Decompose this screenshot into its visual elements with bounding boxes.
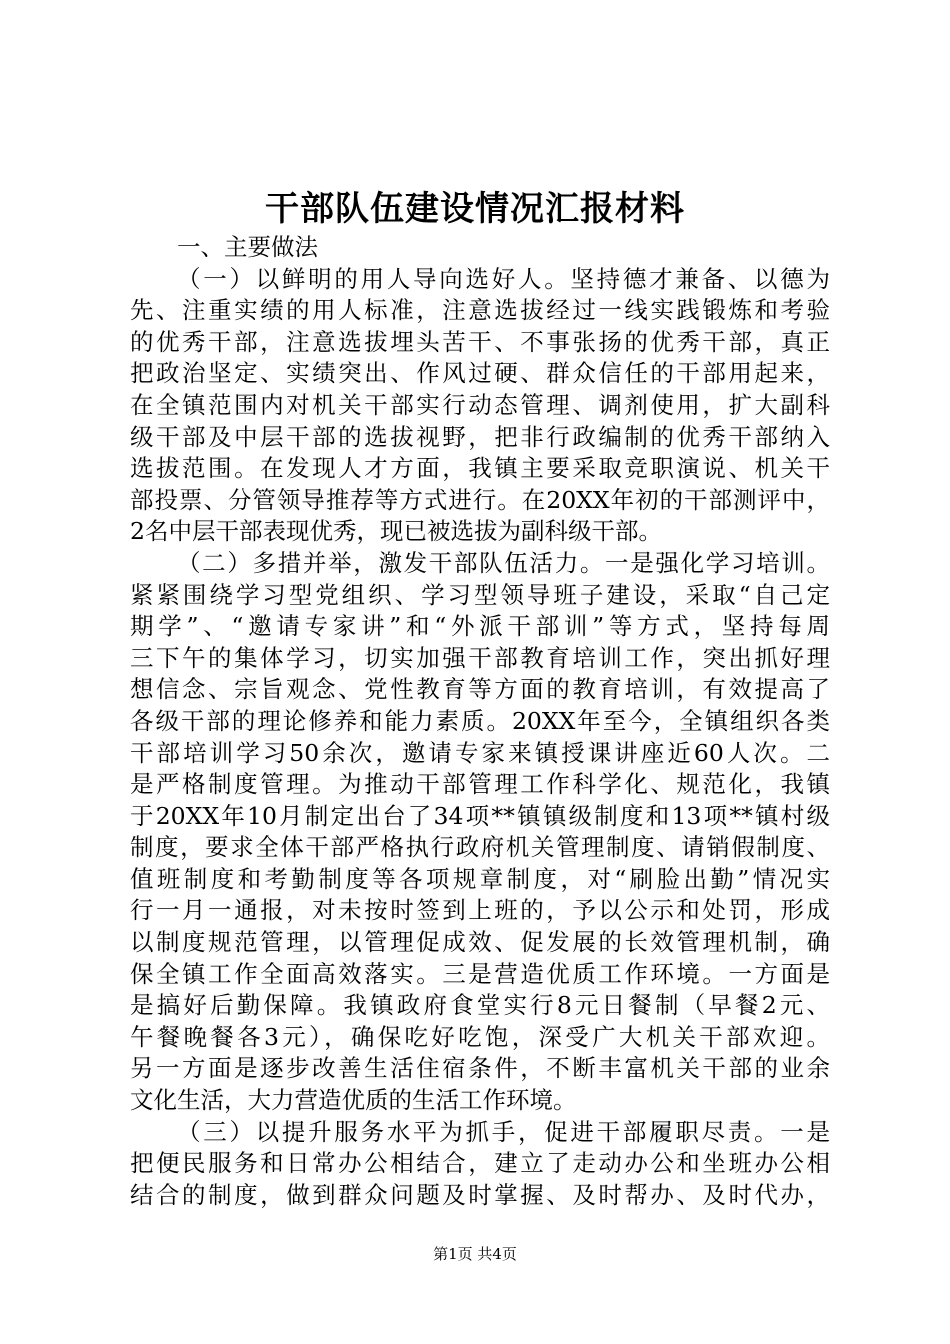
paragraph-line: 把便民服务和日常办公相结合，建立了走动办公和坐班办公相 — [130, 1149, 830, 1178]
document-title: 干部队伍建设情况汇报材料 — [265, 189, 685, 229]
paragraph-line: 级干部及中层干部的选拔视野，把非行政编制的优秀干部纳入 — [130, 422, 830, 451]
paragraph-line: 各级干部的理论修养和能力素质。20XX年至今，全镇组织各类 — [130, 706, 830, 735]
paragraph-line: 在全镇范围内对机关干部实行动态管理、调剂使用，扩大副科 — [130, 390, 830, 419]
paragraph-line: （一）以鲜明的用人导向选好人。坚持德才兼备、以德为 — [177, 264, 830, 293]
paragraph-line: 结合的制度，做到群众问题及时掌握、及时帮办、及时代办， — [130, 1180, 830, 1209]
paragraph-line: 紧紧围绕学习型党组织、学习型领导班子建设，采取“自己定 — [130, 580, 830, 609]
paragraph-line: 以制度规范管理，以管理促成效、促发展的长效管理机制，确 — [130, 928, 830, 957]
document-body — [130, 232, 830, 1211]
paragraph-line: 保全镇工作全面高效落实。三是营造优质工作环境。一方面是 — [130, 959, 830, 988]
paragraph-line: 值班制度和考勤制度等各项规章制度，对“刷脸出勤”情况实 — [130, 864, 830, 893]
paragraph-line: 先、注重实绩的用人标准，注意选拔经过一线实践锻炼和考验 — [130, 296, 830, 325]
paragraph-line: 把政治坚定、实绩突出、作风过硬、群众信任的干部用起来， — [130, 359, 830, 388]
paragraph-line: 部投票、分管领导推荐等方式进行。在20XX年初的干部测评中， — [130, 485, 830, 514]
paragraph-line: 选拔范围。在发现人才方面，我镇主要采取竞职演说、机关干 — [130, 454, 830, 483]
paragraph-line: 是严格制度管理。为推动干部管理工作科学化、规范化，我镇 — [130, 770, 830, 799]
paragraph-line: 制度，要求全体干部严格执行政府机关管理制度、请销假制度、 — [130, 833, 830, 862]
page-footer: 第1页 共4页 — [433, 1245, 517, 1263]
paragraph-line: 的优秀干部，注意选拔埋头苦干、不事张扬的优秀干部，真正 — [130, 327, 830, 356]
paragraph-line: 干部培训学习50余次，邀请专家来镇授课讲座近60人次。二 — [130, 738, 830, 767]
paragraph-line: （二）多措并举，激发干部队伍活力。一是强化学习培训。 — [177, 548, 830, 577]
paragraph-line: 文化生活，大力营造优质的生活工作环境。 — [130, 1086, 577, 1115]
paragraph-line: 期学”、“邀请专家讲”和“外派干部训”等方式，坚持每周 — [130, 612, 830, 641]
paragraph-line: 三下午的集体学习，切实加强干部教育培训工作，突出抓好理 — [130, 643, 830, 672]
section-heading: 一、主要做法 — [177, 233, 318, 261]
paragraph-line: 想信念、宗旨观念、党性教育等方面的教育培训，有效提高了 — [130, 675, 830, 704]
paragraph-line: 行一月一通报，对未按时签到上班的，予以公示和处罚，形成 — [130, 896, 830, 925]
paragraph-line: （三）以提升服务水平为抓手，促进干部履职尽责。一是 — [177, 1117, 830, 1146]
paragraph-line: 于20XX年10月制定出台了34项**镇镇级制度和13项**镇村级 — [130, 801, 830, 830]
paragraph-line: 2名中层干部表现优秀，现已被选拔为副科级干部。 — [130, 517, 662, 546]
paragraph-line: 另一方面是逐步改善生活住宿条件，不断丰富机关干部的业余 — [130, 1054, 830, 1083]
paragraph-line: 是搞好后勤保障。我镇政府食堂实行8元日餐制（早餐2元、 — [130, 991, 830, 1020]
paragraph-line: 午餐晚餐各3元），确保吃好吃饱，深受广大机关干部欢迎。 — [130, 1022, 830, 1051]
